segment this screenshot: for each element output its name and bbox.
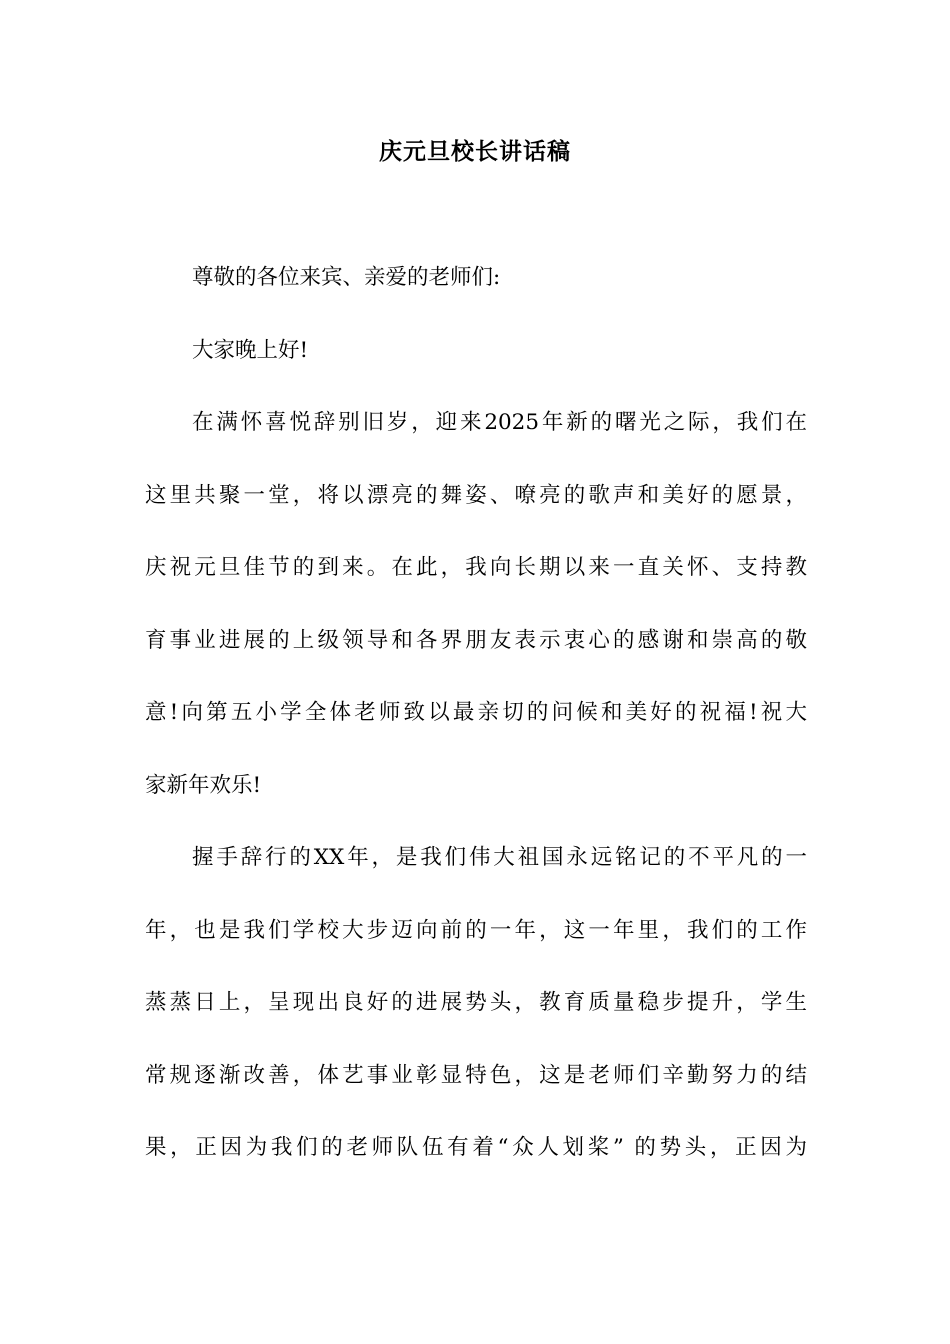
document-body [145,258,807,1201]
paragraph-line: 蒸蒸日上，呈现出良好的进展势头，教育质量稳步提升，学生 [145,990,807,1015]
paragraph-line: 庆祝元旦佳节的到来。在此，我向长期以来一直关怀、支持教 [145,555,807,580]
paragraph-line: 常规逐渐改善，体艺事业彰显特色，这是老师们辛勤努力的结 [145,1062,807,1088]
paragraph-line: 果，正因为我们的老师队伍有着“众人划桨” 的势头，正因为 [145,1135,807,1160]
paragraph-line: 育事业进展的上级领导和各界朋友表示衷心的感谢和崇高的敬 [145,627,807,653]
paragraph-line: 年，也是我们学校大步迈向前的一年，这一年里，我们的工作 [145,917,807,943]
document-title: 庆元旦校长讲话稿 [379,138,571,165]
salutation-line: 尊敬的各位来宾、亲爱的老师们: [192,265,501,290]
paragraph-line: 握手辞行的XX年，是我们伟大祖国永远铭记的不平凡的一 [192,845,807,870]
paragraph-line: 家新年欢乐! [145,772,262,798]
greeting-line: 大家晚上好! [192,337,309,363]
paragraph-line: 在满怀喜悦辞别旧岁，迎来2025年新的曙光之际，我们在 [192,410,807,435]
paragraph-line: 这里共聚一堂，将以漂亮的舞姿、嘹亮的歌声和美好的愿景， [145,482,807,508]
paragraph-line: 意!向第五小学全体老师致以最亲切的问候和美好的祝福!祝大 [145,700,807,725]
